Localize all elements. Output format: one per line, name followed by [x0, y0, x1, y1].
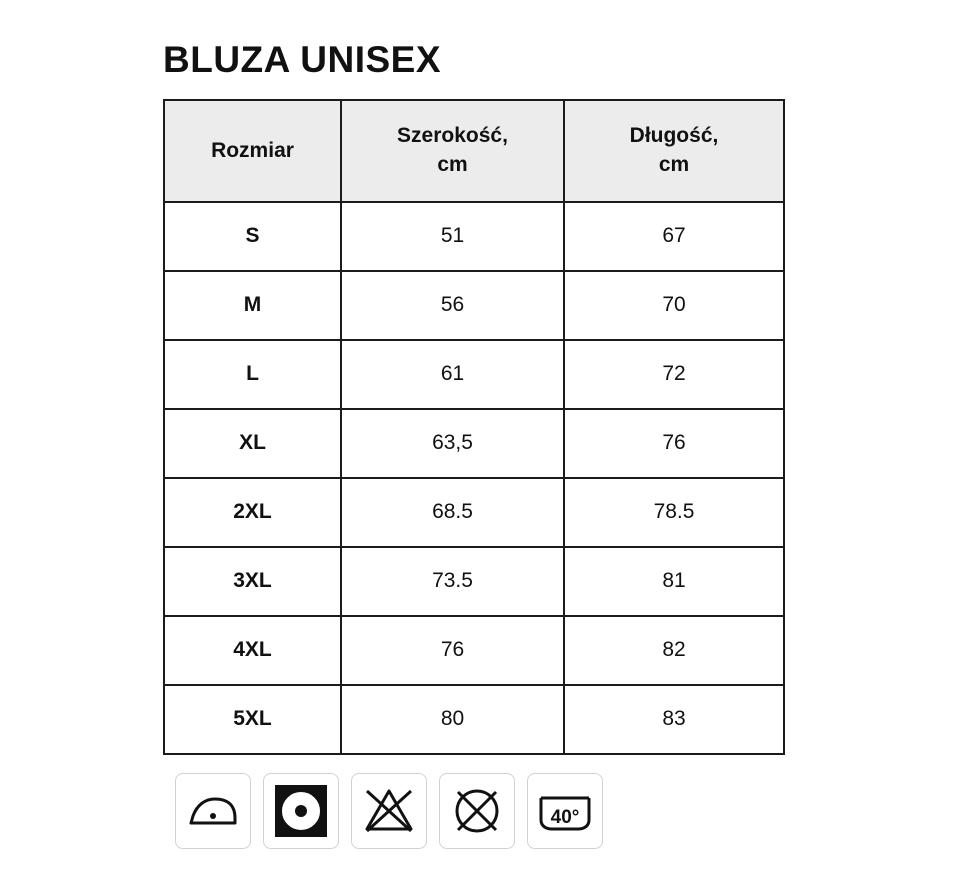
table-row	[164, 547, 784, 616]
cell-width: 80	[341, 685, 564, 754]
wash-temperature-label: 40°	[550, 806, 580, 828]
do-not-bleach-icon	[351, 773, 427, 849]
size-table-container	[163, 99, 741, 755]
cell-size: S	[164, 202, 341, 271]
cell-width: 56	[341, 271, 564, 340]
cell-length: 83	[564, 685, 784, 754]
cell-width: 68.5	[341, 478, 564, 547]
cell-length: 81	[564, 547, 784, 616]
table-row	[164, 340, 784, 409]
cell-width: 76	[341, 616, 564, 685]
cell-size: XL	[164, 409, 341, 478]
cell-width: 51	[341, 202, 564, 271]
cell-width: 73.5	[341, 547, 564, 616]
care-instructions	[175, 773, 960, 849]
table-body	[164, 202, 784, 754]
cell-size: L	[164, 340, 341, 409]
cell-size: 4XL	[164, 616, 341, 685]
cell-length: 67	[564, 202, 784, 271]
tumble-dry-normal-icon	[263, 773, 339, 849]
cell-length: 76	[564, 409, 784, 478]
column-header-length-line2: cm	[658, 152, 690, 176]
table-row	[164, 202, 784, 271]
size-table	[163, 99, 785, 755]
wash-40-degrees-icon	[527, 773, 603, 849]
cell-size: M	[164, 271, 341, 340]
cell-length: 70	[564, 271, 784, 340]
cell-length: 72	[564, 340, 784, 409]
iron-low-temperature-icon	[175, 773, 251, 849]
column-header-width	[341, 100, 564, 202]
table-row	[164, 616, 784, 685]
column-header-width-line1: Szerokość,	[397, 124, 508, 148]
table-header	[164, 100, 784, 202]
page-title: BLUZA UNISEX	[163, 39, 442, 80]
column-header-length	[564, 100, 784, 202]
table-row	[164, 409, 784, 478]
column-header-width-line2: cm	[437, 152, 468, 176]
column-header-size: Rozmiar	[164, 100, 341, 202]
cell-size: 5XL	[164, 685, 341, 754]
table-header-row	[164, 100, 784, 202]
table-row	[164, 685, 784, 754]
cell-length: 78.5	[564, 478, 784, 547]
cell-width: 61	[341, 340, 564, 409]
table-row	[164, 271, 784, 340]
cell-size: 3XL	[164, 547, 341, 616]
cell-size: 2XL	[164, 478, 341, 547]
table-row	[164, 478, 784, 547]
column-header-length-line1: Długość,	[629, 124, 719, 148]
cell-length: 82	[564, 616, 784, 685]
cell-width: 63,5	[341, 409, 564, 478]
do-not-dry-clean-icon	[439, 773, 515, 849]
